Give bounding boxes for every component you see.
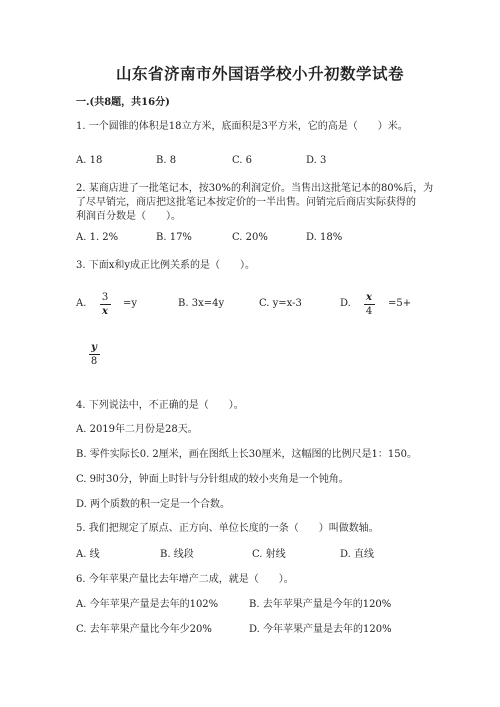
question-3-option-b: B. 3x=4y — [178, 298, 225, 309]
question-2-option-b: B. 17% — [156, 232, 192, 243]
question-4-stem: 4. 下列说法中，不正确的是（ ）。 — [76, 400, 244, 411]
question-3-option-d-fraction-2 — [87, 342, 101, 367]
question-5-option-a: A. 线 — [76, 549, 100, 560]
question-1-option-b: B. 8 — [156, 155, 177, 166]
question-5-option-c: C. 射线 — [252, 549, 286, 560]
fraction-numerator: y — [91, 342, 97, 353]
fraction-bar — [364, 304, 375, 305]
question-1-stem: 1. 一个圆锥的体积是18立方米，底面积是3平方米，它的高是（ ）米。 — [76, 121, 408, 132]
fraction-denominator: 8 — [90, 356, 98, 367]
question-1-option-a: A. 18 — [76, 155, 103, 166]
question-1-option-c: C. 6 — [232, 155, 253, 166]
fraction-denominator: 4 — [365, 306, 373, 317]
question-5-stem: 5. 我们把规定了原点、正方向、单位长度的一条（ ）叫做数轴。 — [76, 523, 379, 534]
question-3-stem: 3. 下面x和y成正比例关系的是（ ）。 — [76, 260, 256, 271]
question-2-stem-line-1: 2. 某商店进了一批笔记本，按30%的利润定价。当售出这批笔记本的80%后，为 — [76, 183, 434, 194]
fraction-numerator: x — [366, 292, 372, 303]
question-6-stem: 6. 今年苹果产量比去年增产二成，就是（ ）。 — [76, 574, 294, 585]
question-4-option-b: B. 零件实际长0. 2厘米，画在图纸上长30厘米，这幅图的比例尺是1：150。 — [76, 449, 417, 460]
question-5-option-d: D. 直线 — [340, 549, 375, 560]
fraction-numerator: 3 — [101, 292, 109, 303]
fraction-bar — [100, 304, 111, 305]
section-header: 一.(共8题，共16分) — [76, 97, 170, 108]
question-5-option-b: B. 线段 — [160, 549, 194, 560]
question-6-option-d: D. 今年苹果产量是去年的120% — [249, 624, 392, 635]
fraction-bar — [89, 354, 100, 355]
question-3-option-a-fraction — [98, 292, 112, 317]
fraction-denominator: x — [102, 306, 108, 317]
question-2-option-c: C. 20% — [232, 232, 268, 243]
question-4-option-d: D. 两个质数的积一定是一个合数。 — [76, 499, 231, 510]
question-3-option-d-label: D. — [340, 298, 351, 309]
question-3-option-a-label: A. — [76, 298, 87, 309]
question-4-option-c: C. 9时30分，钟面上时针与分针组成的较小夹角是一个钝角。 — [76, 474, 349, 485]
question-3-option-c: C. y=x-3 — [259, 298, 302, 309]
page-title: 山东省济南市外国语学校小升初数学试卷 — [116, 64, 405, 83]
question-6-option-c: C. 去年苹果产量比今年少20% — [76, 624, 212, 635]
question-3-option-d-tail: =5+ — [388, 298, 412, 309]
question-2-stem-line-2: 了尽早销完，商店把这批笔记本按定价的一半出售。问销完后商店实际获得的 — [76, 197, 416, 208]
question-1-option-d: D. 3 — [306, 155, 327, 166]
question-3-option-d-fraction — [362, 292, 376, 317]
question-2-option-a: A. 1. 2% — [76, 232, 119, 243]
question-6-option-b: B. 去年苹果产量是今年的120% — [249, 599, 392, 610]
question-6-option-a: A. 今年苹果产量是去年的102% — [76, 599, 219, 610]
question-2-option-d: D. 18% — [306, 232, 343, 243]
question-4-option-a: A. 2019年二月份是28天。 — [76, 424, 198, 435]
question-3-option-a-tail: =y — [123, 298, 138, 309]
question-2-stem-line-3: 利润百分数是（ ）。 — [76, 211, 181, 222]
